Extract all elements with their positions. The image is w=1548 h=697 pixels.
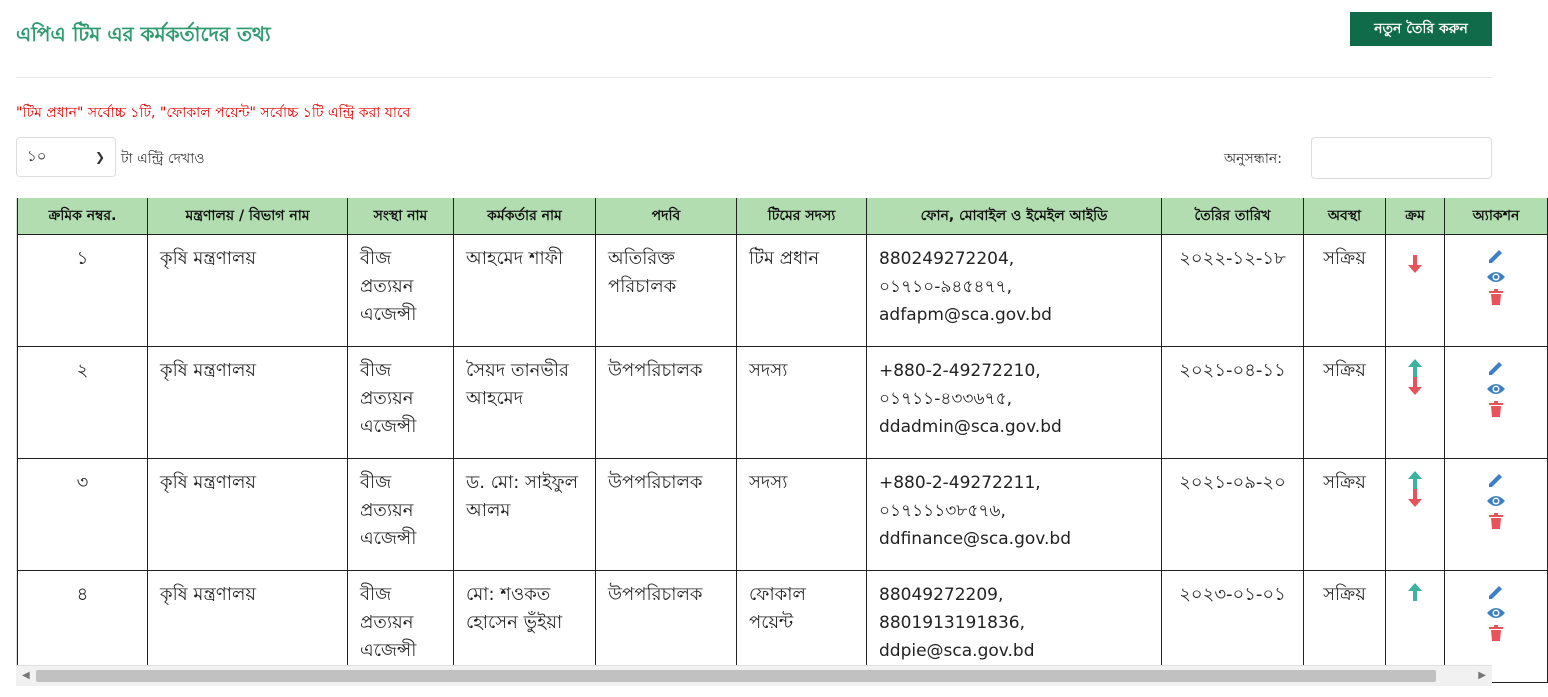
chevron-down-icon: ❯ <box>94 150 105 164</box>
agency-cell: বীজ প্রত্যয়ন এজেন্সী <box>348 571 454 683</box>
created-date-cell: ২০২১-০৪-১১ <box>1162 347 1304 459</box>
pencil-icon[interactable] <box>1487 583 1505 601</box>
email-text: ddfinance@sca.gov.bd <box>879 529 1072 549</box>
officer-name-cell: সৈয়দ তানভীর আহমেদ <box>454 347 596 459</box>
ministry-cell: কৃষি মন্ত্রণালয় <box>148 235 348 347</box>
officers-table <box>17 198 1548 683</box>
team-role-cell: সদস্য <box>737 347 867 459</box>
designation-cell: উপপরিচালক <box>596 459 737 571</box>
designation-cell: উপপরিচালক <box>596 571 737 683</box>
mobile-text: 8801913191836, <box>879 613 1026 633</box>
arrow-up-icon[interactable] <box>1408 359 1422 377</box>
serial-cell: ৩ <box>18 459 148 571</box>
serial-cell: ১ <box>18 235 148 347</box>
officers-table-container <box>16 198 1520 665</box>
actions-cell <box>1445 459 1548 571</box>
officer-name-cell: মো: শওকত হোসেন ভুঁইয়া <box>454 571 596 683</box>
pencil-icon[interactable] <box>1487 247 1505 265</box>
arrow-down-icon[interactable] <box>1408 255 1422 273</box>
column-header[interactable]: তৈরির তারিখ <box>1162 198 1304 235</box>
horizontal-scrollbar[interactable] <box>16 665 1492 686</box>
column-header[interactable]: ক্রম <box>1386 198 1445 235</box>
column-header[interactable]: অ্যাকশন <box>1445 198 1548 235</box>
officer-name-cell: ড. মো: সাইফুল আলম <box>454 459 596 571</box>
eye-icon[interactable] <box>1486 269 1506 285</box>
contact-cell <box>867 235 1162 347</box>
trash-icon[interactable] <box>1489 401 1503 417</box>
column-header[interactable]: অবস্থা <box>1304 198 1386 235</box>
phone-text: +880-2-49272210, <box>879 361 1041 381</box>
scroll-left-icon[interactable]: ◀ <box>22 670 30 681</box>
team-role-cell: ফোকাল পয়েন্ট <box>737 571 867 683</box>
eye-icon[interactable] <box>1486 493 1506 509</box>
arrow-up-icon[interactable] <box>1408 471 1422 489</box>
entries-length-select[interactable] <box>16 137 116 177</box>
mobile-text: ০১৭১১-৪৩৩৬৭৫, <box>879 389 1013 409</box>
phone-text: 880249272204, <box>879 249 1015 269</box>
arrow-up-icon[interactable] <box>1408 583 1422 601</box>
pencil-icon[interactable] <box>1487 359 1505 377</box>
mobile-text: ০১৭১০-৯৪৫৪৭৭, <box>879 277 1012 297</box>
serial-cell: ৪ <box>18 571 148 683</box>
order-cell <box>1386 235 1445 347</box>
created-date-cell: ২০২২-১২-১৮ <box>1162 235 1304 347</box>
phone-text: +880-2-49272211, <box>879 473 1041 493</box>
team-role-cell: সদস্য <box>737 459 867 571</box>
pencil-icon[interactable] <box>1487 471 1505 489</box>
designation-cell: অতিরিক্ত পরিচালক <box>596 235 737 347</box>
actions-cell <box>1445 347 1548 459</box>
created-date-cell: ২০২১-০৯-২০ <box>1162 459 1304 571</box>
order-cell <box>1386 459 1445 571</box>
column-header[interactable]: পদবি <box>596 198 737 235</box>
contact-cell <box>867 459 1162 571</box>
ministry-cell: কৃষি মন্ত্রণালয় <box>148 459 348 571</box>
eye-icon[interactable] <box>1486 605 1506 621</box>
column-header[interactable]: টিমের সদস্য <box>737 198 867 235</box>
page-title: এপিএ টিম এর কর্মকর্তাদের তথ্য <box>16 22 271 46</box>
order-cell <box>1386 347 1445 459</box>
entries-length-value: ১০ <box>27 146 47 165</box>
search-input[interactable] <box>1311 137 1492 179</box>
mobile-text: ০১৭১১১৩৮৫৭৬, <box>879 501 1006 521</box>
entries-length-label: টা এন্ট্রি দেখাও <box>121 151 205 167</box>
arrow-down-icon[interactable] <box>1408 377 1422 395</box>
status-cell: সক্রিয় <box>1304 571 1386 683</box>
email-text: ddpie@sca.gov.bd <box>879 641 1035 661</box>
create-new-button[interactable]: নতুন তৈরি করুন <box>1350 12 1492 46</box>
contact-cell <box>867 347 1162 459</box>
status-cell: সক্রিয় <box>1304 235 1386 347</box>
trash-icon[interactable] <box>1489 513 1503 529</box>
designation-cell: উপপরিচালক <box>596 347 737 459</box>
agency-cell: বীজ প্রত্যয়ন এজেন্সী <box>348 347 454 459</box>
team-role-cell: টিম প্রধান <box>737 235 867 347</box>
actions-cell <box>1445 235 1548 347</box>
ministry-cell: কৃষি মন্ত্রণালয় <box>148 571 348 683</box>
scroll-right-icon[interactable]: ▶ <box>1478 670 1486 681</box>
column-header[interactable]: ক্রমিক নম্বর. <box>18 198 148 235</box>
column-header[interactable]: কর্মকর্তার নাম <box>454 198 596 235</box>
table-header-row <box>18 198 1548 235</box>
agency-cell: বীজ প্রত্যয়ন এজেন্সী <box>348 235 454 347</box>
email-text: ddadmin@sca.gov.bd <box>879 417 1062 437</box>
status-cell: সক্রিয় <box>1304 459 1386 571</box>
scrollbar-thumb[interactable] <box>36 670 1436 682</box>
trash-icon[interactable] <box>1489 289 1503 305</box>
column-header[interactable]: মন্ত্রণালয় / বিভাগ নাম <box>148 198 348 235</box>
serial-cell: ২ <box>18 347 148 459</box>
column-header[interactable]: ফোন, মোবাইল ও ইমেইল আইডি <box>867 198 1162 235</box>
agency-cell: বীজ প্রত্যয়ন এজেন্সী <box>348 459 454 571</box>
status-cell: সক্রিয় <box>1304 347 1386 459</box>
arrow-down-icon[interactable] <box>1408 489 1422 507</box>
search-label: অনুসন্ধান: <box>1224 151 1282 167</box>
email-text: adfapm@sca.gov.bd <box>879 305 1052 325</box>
trash-icon[interactable] <box>1489 625 1503 641</box>
table-row <box>18 459 1548 571</box>
entry-limit-notice: "টিম প্রধান" সর্বোচ্চ ১টি, "ফোকাল পয়েন্ট" সর্বোচ্চ ১টি এন্ট্রি করা যাবে <box>16 105 411 121</box>
header-divider <box>16 77 1492 78</box>
eye-icon[interactable] <box>1486 381 1506 397</box>
phone-text: 88049272209, <box>879 585 1004 605</box>
ministry-cell: কৃষি মন্ত্রণালয় <box>148 347 348 459</box>
table-row <box>18 347 1548 459</box>
column-header[interactable]: সংস্থা নাম <box>348 198 454 235</box>
officer-name-cell: আহমেদ শাফী <box>454 235 596 347</box>
created-date-cell: ২০২৩-০১-০১ <box>1162 571 1304 683</box>
table-row <box>18 235 1548 347</box>
